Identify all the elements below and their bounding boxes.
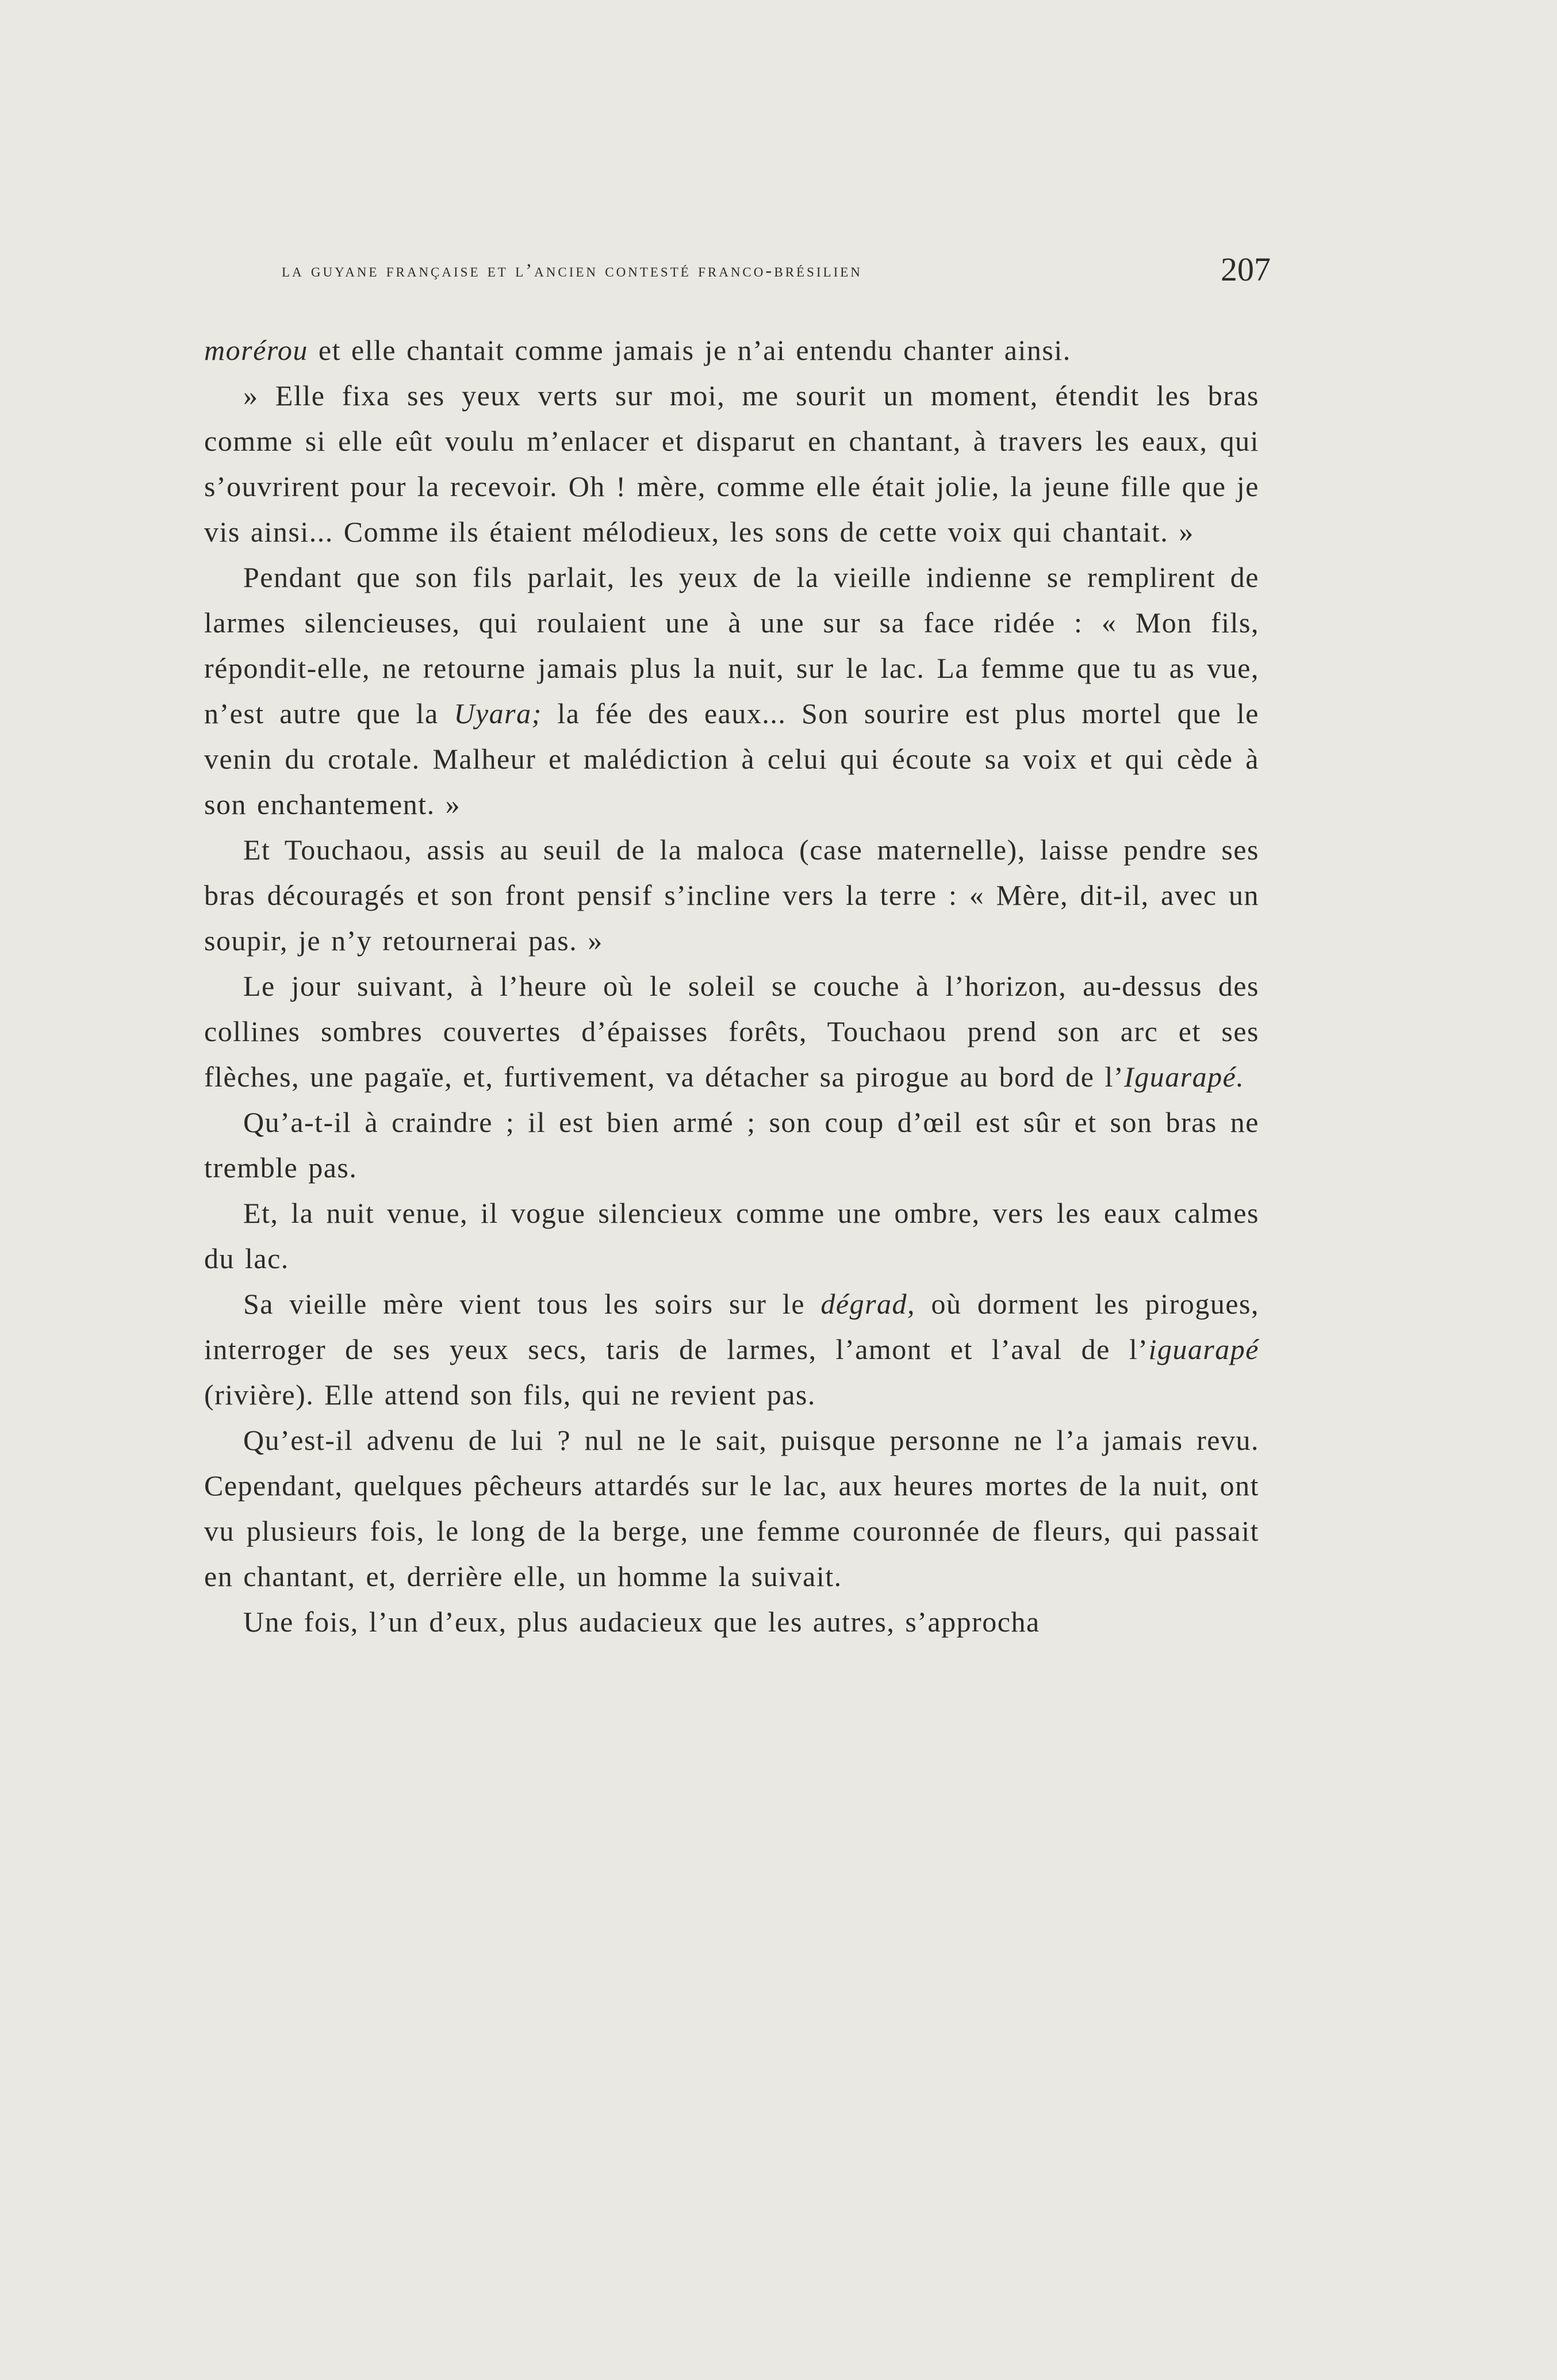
italic-term-degrad: dégrad, xyxy=(820,1288,916,1320)
italic-term-morerou: morérou xyxy=(204,334,308,366)
page-header xyxy=(282,250,1271,290)
paragraph-5: Le jour suivant, à l’heure où le soleil se couche à l’horizon, au-dessus des collines sombres couvertes d’épaisses forêts, Touchaou prend son arc et ses flèches, une pagaïe, et, furtivement, va détacher sa pirogue au bord de l’Iguarapé. xyxy=(204,970,1259,1093)
italic-term-iguarape-river: iguarapé xyxy=(1148,1333,1259,1365)
paragraph-4: Et Touchaou, assis au seuil de la maloca (case maternelle), laisse pendre ses bras découragés et son front pensif s’incline vers la terre : « Mère, dit-il, avec un soupir, je n’y retournerai pas. » xyxy=(204,834,1259,957)
paragraph-10: Une fois, l’un d’eux, plus audacieux que les autres, s’approcha xyxy=(243,1606,1040,1638)
paragraph-1: morérou et elle chantait comme jamais je n’ai entendu chanter ainsi. xyxy=(204,334,1071,366)
page-number: 207 xyxy=(1221,251,1271,288)
body-text xyxy=(204,328,1259,1645)
italic-term-uyara: Uyara; xyxy=(454,697,542,730)
paragraph-6: Qu’a-t-il à craindre ; il est bien armé ; son coup d’œil est sûr et son bras ne tremble pas. xyxy=(204,1106,1259,1184)
paragraph-7: Et, la nuit venue, il vogue silencieux comme une ombre, vers les eaux calmes du lac. xyxy=(204,1197,1259,1275)
paragraph-3: Pendant que son fils parlait, les yeux de la vieille indienne se remplirent de larmes silencieuses, qui roulaient une à une sur sa face ridée : « Mon fils, répondit-elle, ne retourne jamais plus la nuit, sur le lac. La femme que tu as vue, n’est autre que la Uyara; la fée des eaux... Son sourire est plus mortel que le venin du crotale. Malheur et malédiction à celui qui écoute sa voix et qui cède à son enchantement. » xyxy=(204,561,1259,820)
paragraph-2: » Elle fixa ses yeux verts sur moi, me sourit un moment, étendit les bras comme si elle eût voulu m’enlacer et disparut en chantant, à travers les eaux, qui s’ouvrirent pour la recevoir. Oh ! mère, comme elle était jolie, la jeune fille que je vis ainsi... Comme ils étaient mélodieux, les sons de cette voix qui chantait. » xyxy=(204,379,1259,548)
paragraph-8: Sa vieille mère vient tous les soirs sur le dégrad, où dorment les pirogues, interroger de ses yeux secs, taris de larmes, l’amont et l’aval de l’iguarapé (rivière). Elle attend son fils, qui ne revient pas. xyxy=(204,1288,1259,1411)
italic-term-iguarape: Iguarapé. xyxy=(1124,1061,1245,1093)
paragraph-9: Qu’est-il advenu de lui ? nul ne le sait, puisque personne ne l’a jamais revu. Cependant, quelques pêcheurs attardés sur le lac, aux heures mortes de la nuit, ont vu plusieurs fois, le long de la berge, une femme couronnée de fleurs, qui passait en chantant, et, derrière elle, un homme la suivait. xyxy=(204,1424,1259,1592)
running-title: la guyane française et l’ancien contesté franco-brésilien xyxy=(282,260,862,281)
